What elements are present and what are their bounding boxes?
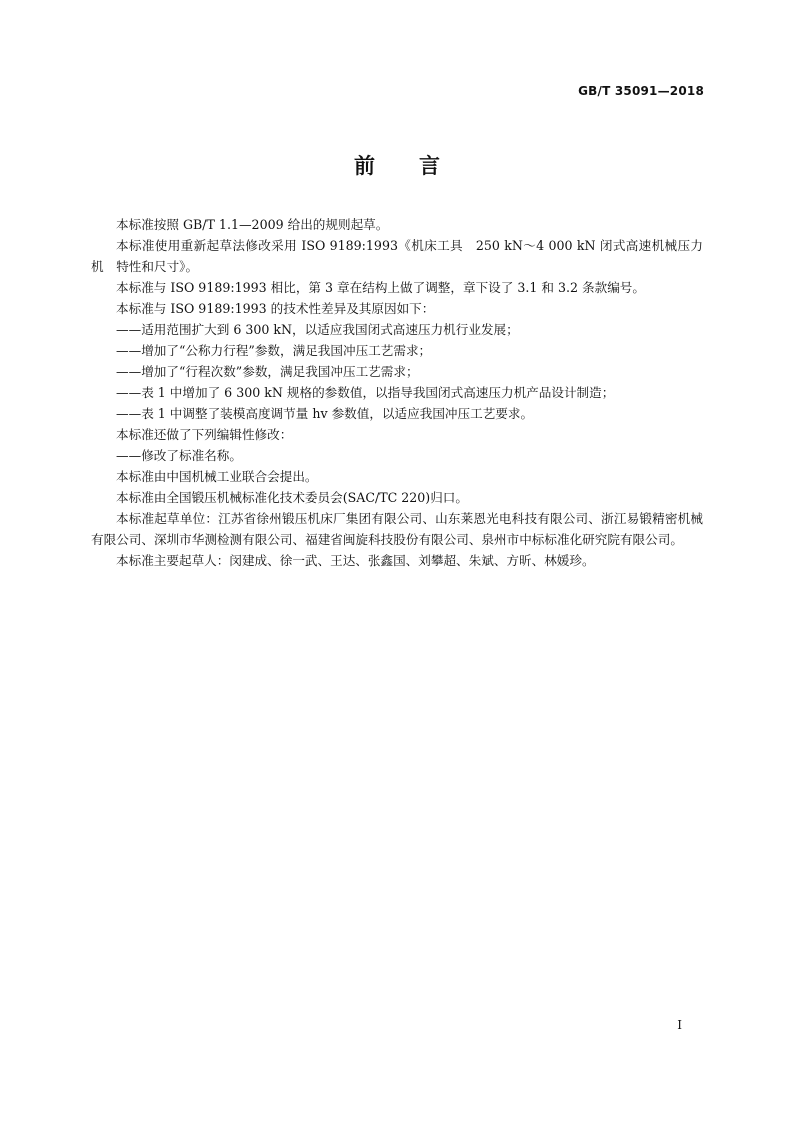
list-item: ——修改了标准名称。	[116, 448, 242, 463]
standard-code: GB/T 35091—2018	[578, 84, 704, 98]
page-number: I	[677, 1018, 682, 1032]
list-item: ——增加了“行程次数”参数，满足我国冲压工艺需求；	[116, 364, 419, 379]
paragraph: 本标准起草单位：江苏省徐州锻压机床厂集团有限公司、山东莱恩光电科技有限公司、浙江易锻精密机械有限公司、深圳市华测检测有限公司、福建省闽旋科技股份有限公司、泉州市中标标准化研究院有限公司。	[91, 511, 703, 547]
paragraph: 本标准由全国锻压机械标准化技术委员会(SAC/TC 220)归口。	[116, 490, 468, 505]
paragraph: 本标准与 ISO 9189:1993 相比，第 3 章在结构上做了调整，章下设了 3.1 和 3.2 条款编号。	[116, 280, 645, 295]
page-title: 前言	[354, 153, 484, 178]
list-item: ——表 1 中调整了装模高度调节量 hv 参数值，以适应我国冲压工艺要求。	[116, 406, 534, 421]
paragraph: 本标准还做了下列编辑性修改：	[116, 427, 293, 442]
paragraph: 本标准由中国机械工业联合会提出。	[116, 469, 318, 484]
paragraph: 本标准按照 GB/T 1.1—2009 给出的规则起草。	[116, 217, 389, 232]
paragraph: 本标准主要起草人：闵建成、徐一武、王达、张鑫国、刘攀超、朱斌、方昕、林媛珍。	[116, 553, 595, 568]
foreword-body	[91, 214, 703, 571]
paragraph: 本标准与 ISO 9189:1993 的技术性差异及其原因如下：	[116, 301, 435, 316]
list-item: ——增加了“公称力行程”参数，满足我国冲压工艺需求；	[116, 343, 432, 358]
list-item: ——表 1 中增加了 6 300 kN 规格的参数值，以指导我国闭式高速压力机产品设计制造；	[116, 385, 615, 400]
list-item: ——适用范围扩大到 6 300 kN，以适应我国闭式高速压力机行业发展；	[116, 322, 519, 337]
paragraph: 本标准使用重新起草法修改采用 ISO 9189:1993《机床工具 250 kN～4 000 kN 闭式高速机械压力机 特性和尺寸》。	[91, 238, 703, 274]
